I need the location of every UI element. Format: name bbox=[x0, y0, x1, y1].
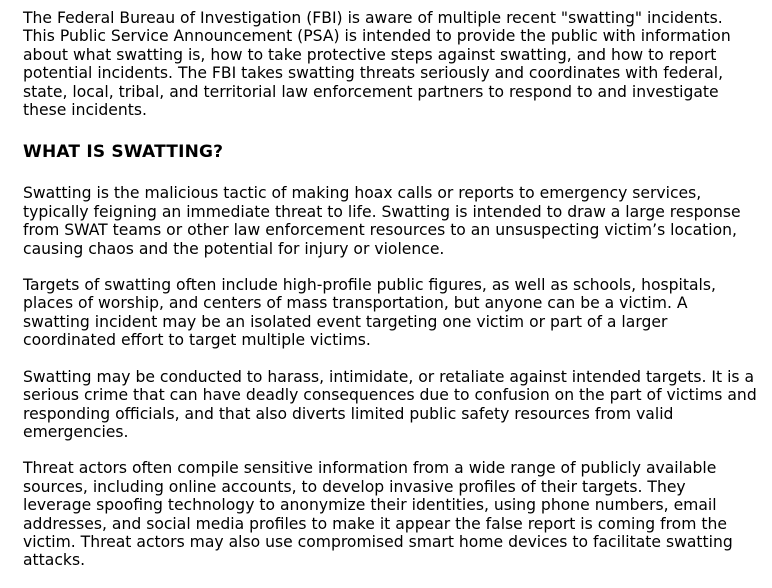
section-heading: WHAT IS SWATTING? bbox=[23, 142, 224, 163]
body-paragraph-1: Swatting is the malicious tactic of making hoax calls or reports to emergency services, typically feigning an immediate threat to life. Swatting is intended to draw a large response from SWAT teams or other law enforcement resources to an unsuspecting victim’s location, causing chaos and the potential for injury or violence. bbox=[23, 184, 741, 258]
body-paragraph-4: Threat actors often compile sensitive information from a wide range of publicly available sources, including online accounts, to develop invasive profiles of their targets. They leverage spoofing technology to anonymize their identities, using phone numbers, email addresses, and social media profiles to make it appear the false report is coming from the victim. Threat actors may also use compromised smart home devices to facilitate swatting attacks. bbox=[23, 459, 733, 570]
body-paragraph-2: Targets of swatting often include high-profile public figures, as well as schools, hospitals, places of worship, and centers of mass transportation, but anyone can be a victim. A swatting incident may be an isolated event targeting one victim or part of a larger coordinated effort to target multiple victims. bbox=[23, 276, 716, 350]
body-paragraph-3: Swatting may be conducted to harass, intimidate, or retaliate against intended targets. It is a serious crime that can have deadly consequences due to confusion on the part of victims and responding officials, and that also diverts limited public safety resources from valid emergencies. bbox=[23, 367, 757, 441]
article-body bbox=[23, 9, 758, 588]
intro-paragraph: The Federal Bureau of Investigation (FBI) is aware of multiple recent "swatting" incidents. This Public Service Announcement (PSA) is intended to provide the public with information about what swatting is, how to take protective steps against swatting, and how to report potential incidents. The FBI takes swatting threats seriously and coordinates with federal, state, local, tribal, and territorial law enforcement partners to respond to and investigate these incidents. bbox=[23, 9, 731, 120]
